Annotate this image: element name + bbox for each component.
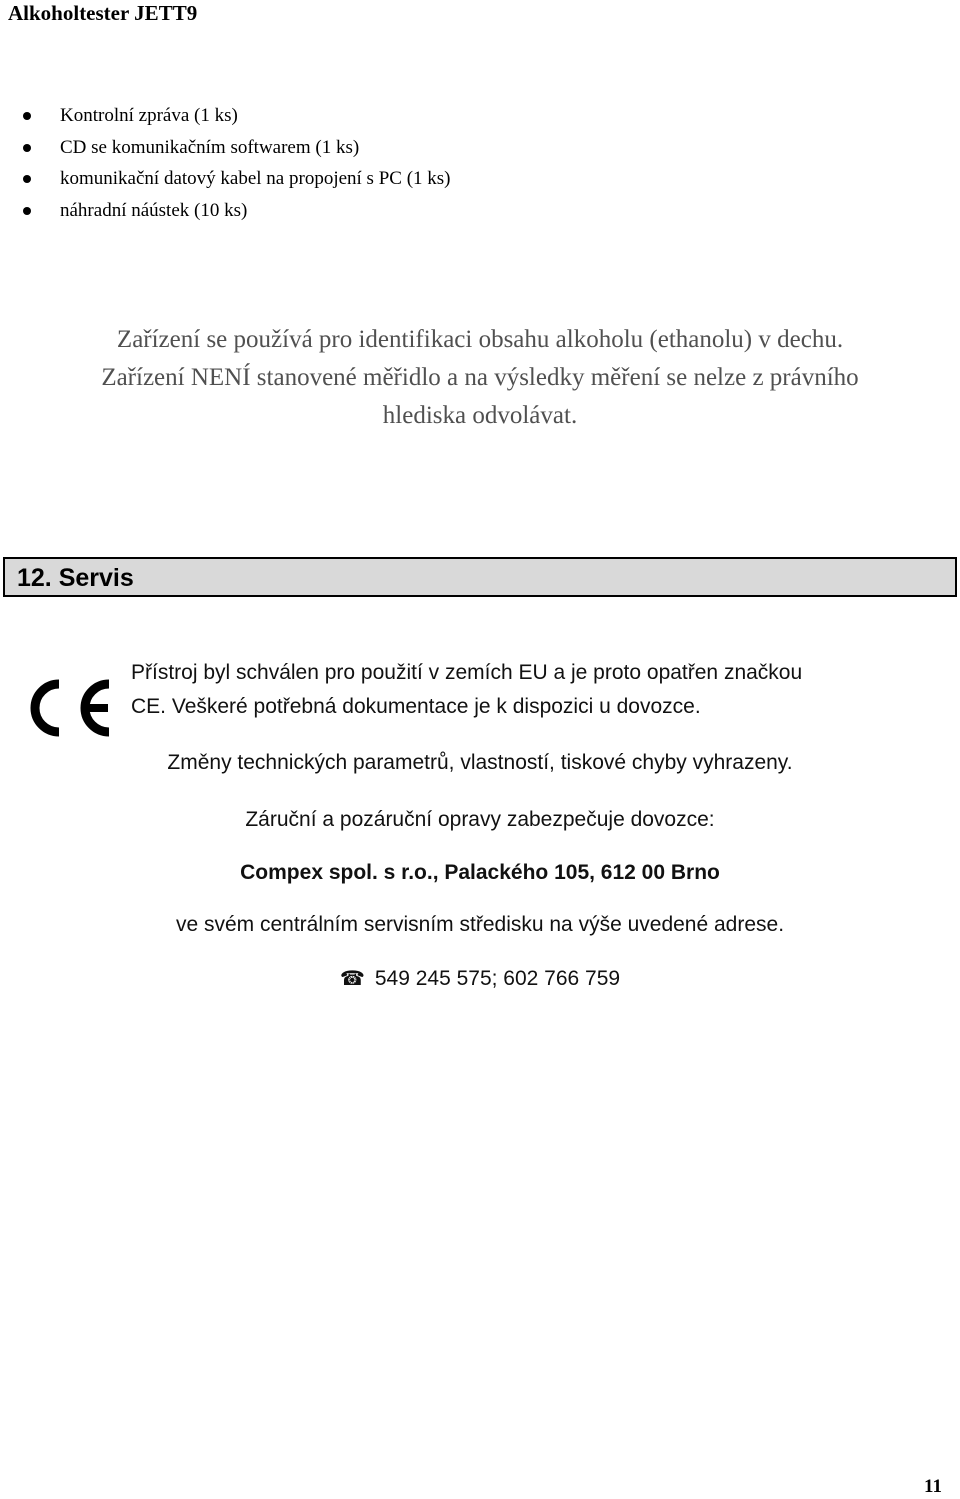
notice-line: Zařízení NENÍ stanovené měřidlo a na výsledky měření se nelze z právního [101,364,859,391]
section-heading-bar [3,557,957,597]
usage-notice [30,321,930,435]
service-center-note: ve svém centrálním servisním středisku na výše uvedené adrese. [175,913,785,936]
document-header-title: Alkoholtester JETT9 [8,1,198,25]
bullet-icon [23,112,31,120]
list-item-text: Kontrolní zpráva (1 ks) [60,105,238,126]
company-address: Compex spol. s r.o., Palackého 105, 612 00 Brno [240,861,720,884]
section-title: 12. Servis [17,564,134,592]
bullet-icon [23,175,31,183]
list-item-text: komunikační datový kabel na propojení s PC (1 ks) [60,168,451,189]
phone-icon: ☎ [339,966,365,990]
list-item [22,195,451,227]
phone-numbers: 549 245 575; 602 766 759 [374,967,621,990]
package-contents-list [22,100,451,226]
list-item [22,163,451,195]
ce-mark-icon [30,676,116,740]
ce-approval-line: Přístroj byl schválen pro použití v zemích EU a je proto opatřen značkou [131,661,803,684]
list-item [22,100,451,132]
ce-documentation-line: CE. Veškeré potřebná dokumentace je k dispozici u dovozce. [131,695,701,718]
changes-note: Změny technických parametrů, vlastností, tiskové chyby vyhrazeny. [167,751,793,774]
list-item-text: náhradní náústek (10 ks) [60,199,248,221]
page-number: 11 [924,1476,942,1497]
list-item-text: CD se komunikačním softwarem (1 ks) [60,136,360,158]
notice-line: hlediska odvolávat. [382,402,578,429]
warranty-note: Záruční a pozáruční opravy zabezpečuje dovozce: [245,808,715,831]
bullet-icon [23,207,31,215]
bullet-icon [23,144,31,152]
notice-line: Zařízení se používá pro identifikaci obsahu alkoholu (ethanolu) v dechu. [116,326,844,353]
list-item [22,132,451,164]
phone-line [0,961,960,996]
